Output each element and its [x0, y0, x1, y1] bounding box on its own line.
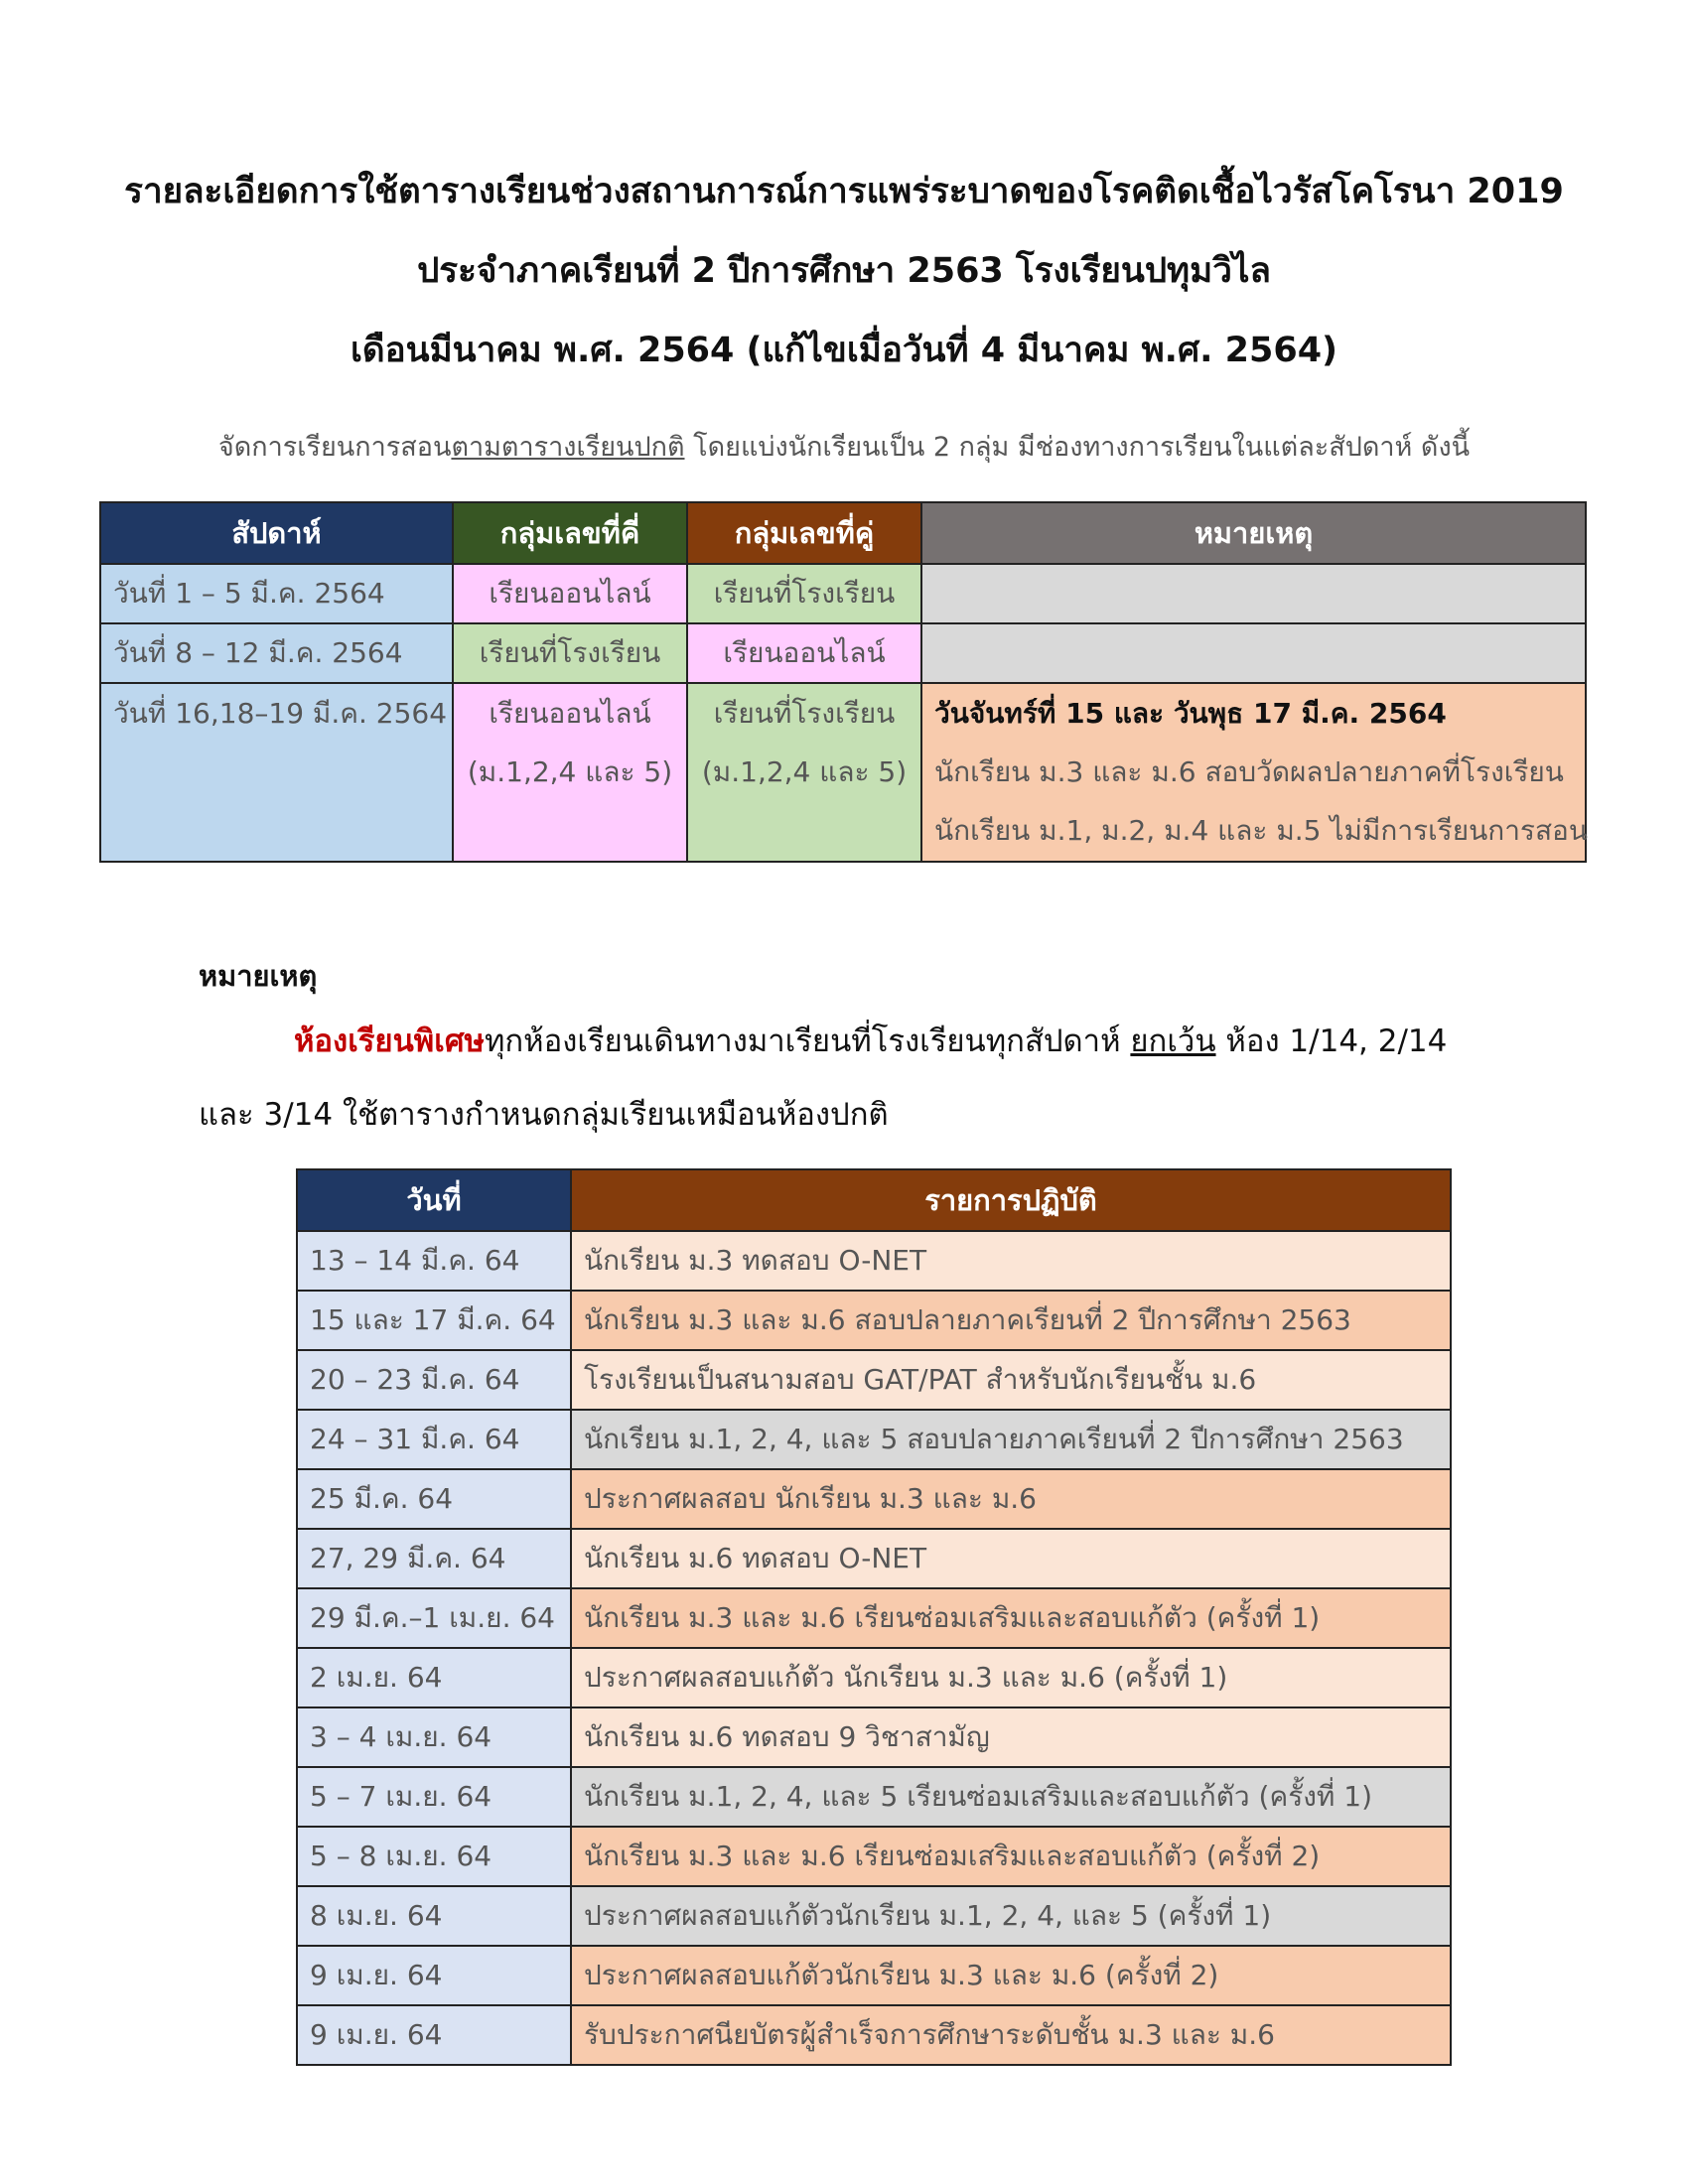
week-cell [100, 683, 453, 862]
activity-cell: นักเรียน ม.1, 2, 4, และ 5 สอบปลายภาคเรียนที่ 2 ปีการศึกษา 2563 [571, 1410, 1451, 1469]
header-activity: รายการปฏิบัติ [571, 1169, 1451, 1231]
table-row [297, 1648, 1451, 1707]
table-row [297, 1291, 1451, 1350]
date-cell: 5 – 7 เม.ย. 64 [297, 1767, 571, 1827]
table-row [297, 1350, 1451, 1410]
document-title-line-2: ประจำภาคเรียนที่ 2 ปีการศึกษา 2563 โรงเรียนปทุมวิไล [417, 251, 1271, 291]
intro-post: โดยแบ่งนักเรียนเป็น 2 กลุ่ม มีช่องทางการเรียนในแต่ละสัปดาห์ ดังนี้ [684, 432, 1471, 463]
document-title-line-3: เดือนมีนาคม พ.ศ. 2564 (แก้ไขเมื่อวันที่ 4 มีนาคม พ.ศ. 2564) [350, 331, 1338, 370]
intro-underlined: ตามตารางเรียนปกติ [451, 432, 685, 463]
date-cell: 5 – 8 เม.ย. 64 [297, 1827, 571, 1886]
activity-schedule-table [296, 1168, 1452, 2066]
activity-cell: นักเรียน ม.6 ทดสอบ 9 วิชาสามัญ [571, 1707, 1451, 1767]
document-title-line-1: รายละเอียดการใช้ตารางเรียนช่วงสถานการณ์การแพร่ระบาดของโรคติดเชื้อไวรัสโคโรนา 2019 [124, 172, 1564, 211]
activity-cell: นักเรียน ม.3 และ ม.6 เรียนซ่อมเสริมและสอบแก้ตัว (ครั้งที่ 2) [571, 1827, 1451, 1886]
odd-group-cell: เรียนที่โรงเรียน [453, 623, 687, 683]
even-group-cell: เรียนออนไลน์ [687, 623, 921, 683]
activity-cell: ประกาศผลสอบแก้ตัวนักเรียน ม.3 และ ม.6 (ครั้งที่ 2) [571, 1946, 1451, 2005]
even-group-subtext: (ม.1,2,4 และ 5) [701, 755, 908, 788]
date-cell: 8 เม.ย. 64 [297, 1886, 571, 1946]
activity-cell: นักเรียน ม.3 และ ม.6 เรียนซ่อมเสริมและสอบแก้ตัว (ครั้งที่ 1) [571, 1588, 1451, 1648]
week-cell: วันที่ 8 – 12 มี.ค. 2564 [100, 623, 453, 683]
table-header-row [297, 1169, 1451, 1231]
header-remark: หมายเหตุ [921, 502, 1586, 564]
even-group-cell: เรียนที่โรงเรียน [687, 564, 921, 623]
table-row [100, 683, 1586, 862]
date-cell: 13 – 14 มี.ค. 64 [297, 1231, 571, 1291]
header-week: สัปดาห์ [100, 502, 453, 564]
activity-table-body [297, 1231, 1451, 2065]
table-row [297, 1529, 1451, 1588]
odd-group-cell: เรียนออนไลน์ [453, 564, 687, 623]
header-even-group: กลุ่มเลขที่คู่ [687, 502, 921, 564]
table-row [297, 1946, 1451, 2005]
date-cell: 15 และ 17 มี.ค. 64 [297, 1291, 571, 1350]
intro-text [0, 425, 1688, 468]
special-room-label: ห้องเรียนพิเศษ [294, 1024, 485, 1059]
table-row [297, 1767, 1451, 1827]
remark-line-2: นักเรียน ม.3 และ ม.6 สอบวัดผลปลายภาคที่โรงเรียน [934, 755, 1564, 788]
odd-group-subtext: (ม.1,2,4 และ 5) [467, 755, 673, 788]
table-row [297, 1886, 1451, 1946]
date-cell: 29 มี.ค.–1 เม.ย. 64 [297, 1588, 571, 1648]
intro-pre: จัดการเรียนการสอน [217, 432, 452, 463]
remark-bold-line: วันจันทร์ที่ 15 และ วันพุธ 17 มี.ค. 2564 [934, 697, 1447, 730]
week-cell: วันที่ 1 – 5 มี.ค. 2564 [100, 564, 453, 623]
table-row [100, 623, 1586, 683]
odd-group-cell [453, 683, 687, 862]
header-date: วันที่ [297, 1169, 571, 1231]
activity-cell: ประกาศผลสอบ นักเรียน ม.3 และ ม.6 [571, 1469, 1451, 1529]
date-cell: 24 – 31 มี.ค. 64 [297, 1410, 571, 1469]
date-cell: 9 เม.ย. 64 [297, 2005, 571, 2065]
remark-cell [921, 623, 1586, 683]
table-row [100, 564, 1586, 623]
remark-cell [921, 564, 1586, 623]
date-cell: 9 เม.ย. 64 [297, 1946, 571, 2005]
remark-line-3: นักเรียน ม.1, ม.2, ม.4 และ ม.5 ไม่มีการเรียนการสอน [934, 814, 1589, 847]
date-cell: 3 – 4 เม.ย. 64 [297, 1707, 571, 1767]
table-row [297, 1827, 1451, 1886]
table-row [297, 1410, 1451, 1469]
even-group-cell [687, 683, 921, 862]
remark-paragraph [199, 1005, 1489, 1152]
date-cell: 20 – 23 มี.ค. 64 [297, 1350, 571, 1410]
activity-cell: นักเรียน ม.6 ทดสอบ O-NET [571, 1529, 1451, 1588]
weekly-schedule-table [99, 501, 1587, 863]
activity-cell: นักเรียน ม.3 ทดสอบ O-NET [571, 1231, 1451, 1291]
remark-text-2: ห้อง 1/14, 2/14 [1215, 1024, 1448, 1059]
activity-cell: นักเรียน ม.1, 2, 4, และ 5 เรียนซ่อมเสริมและสอบแก้ตัว (ครั้งที่ 1) [571, 1767, 1451, 1827]
odd-group-text: เรียนออนไลน์ [489, 697, 651, 730]
table-header-row [100, 502, 1586, 564]
activity-cell: รับประกาศนียบัตรผู้สำเร็จการศึกษาระดับชั้น ม.3 และ ม.6 [571, 2005, 1451, 2065]
date-cell: 2 เม.ย. 64 [297, 1648, 571, 1707]
table-row [297, 1588, 1451, 1648]
activity-cell: ประกาศผลสอบแก้ตัวนักเรียน ม.1, 2, 4, และ 5 (ครั้งที่ 1) [571, 1886, 1451, 1946]
remark-heading: หมายเหตุ [199, 959, 318, 993]
activity-cell: ประกาศผลสอบแก้ตัว นักเรียน ม.3 และ ม.6 (ครั้งที่ 1) [571, 1648, 1451, 1707]
week-cell-text: วันที่ 16,18–19 มี.ค. 2564 [113, 697, 448, 730]
table-row [297, 1231, 1451, 1291]
date-cell: 27, 29 มี.ค. 64 [297, 1529, 571, 1588]
even-group-text: เรียนที่โรงเรียน [713, 697, 896, 730]
header-odd-group: กลุ่มเลขที่คี่ [453, 502, 687, 564]
date-cell: 25 มี.ค. 64 [297, 1469, 571, 1529]
activity-cell: นักเรียน ม.3 และ ม.6 สอบปลายภาคเรียนที่ 2 ปีการศึกษา 2563 [571, 1291, 1451, 1350]
remark-text-1: ทุกห้องเรียนเดินทางมาเรียนที่โรงเรียนทุกสัปดาห์ [484, 1024, 1131, 1059]
table-row [297, 2005, 1451, 2065]
table-row [297, 1469, 1451, 1529]
except-label: ยกเว้น [1130, 1024, 1216, 1059]
remark-cell [921, 683, 1589, 862]
remark-text-3: และ 3/14 ใช้ตารางกำหนดกลุ่มเรียนเหมือนห้องปกติ [199, 1097, 889, 1133]
table-row [297, 1707, 1451, 1767]
activity-cell: โรงเรียนเป็นสนามสอบ GAT/PAT สำหรับนักเรียนชั้น ม.6 [571, 1350, 1451, 1410]
